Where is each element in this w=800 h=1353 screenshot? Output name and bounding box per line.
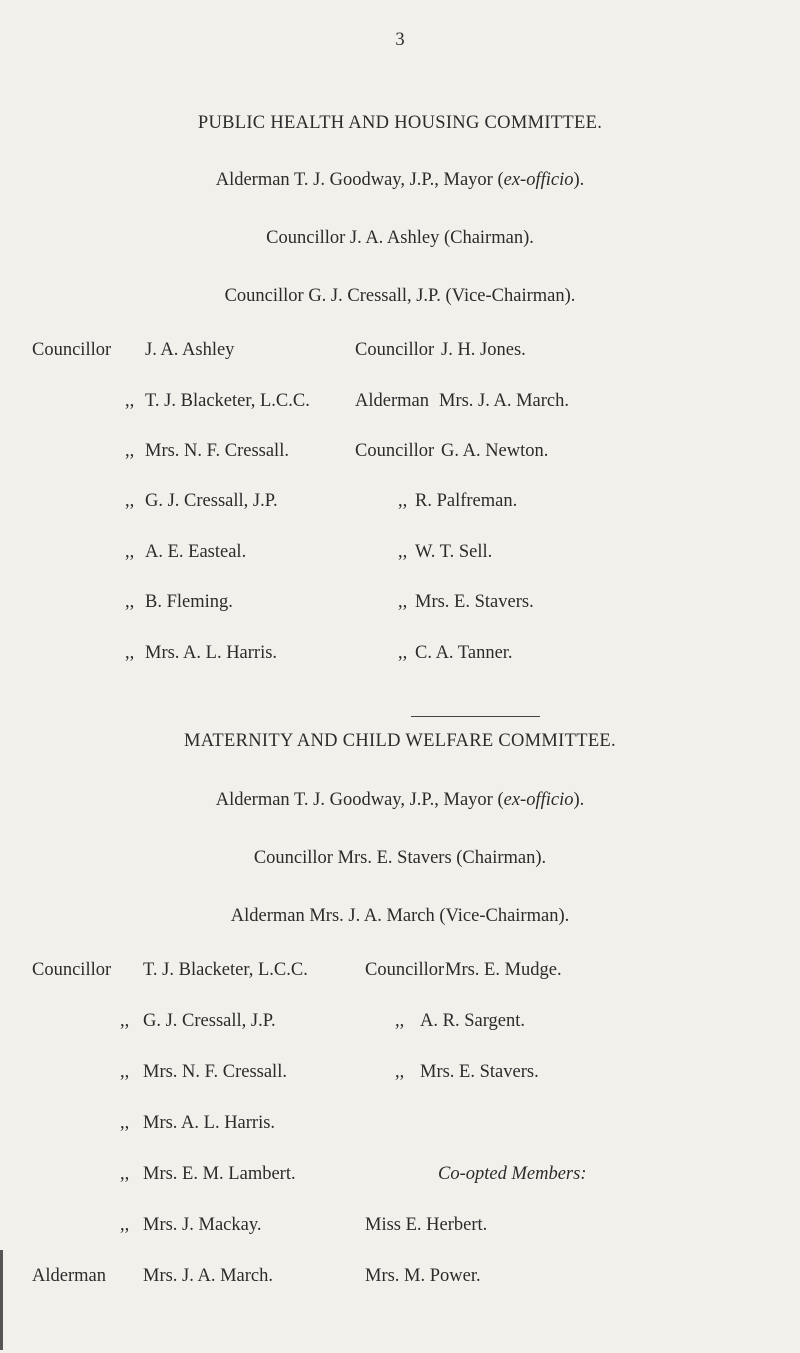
member-name: Mrs. A. L. Harris. — [145, 643, 278, 663]
ditto-mark: ,, — [120, 1113, 130, 1133]
ditto-mark: ,, — [395, 1011, 405, 1031]
section-title: MATERNITY AND CHILD WELFARE COMMITTEE. — [184, 731, 616, 751]
member-name: T. J. Blacketer, L.C.C. — [143, 960, 308, 980]
italic-note: ex-officio — [503, 790, 574, 810]
ditto-mark: ,, — [125, 441, 135, 461]
member-name: C. A. Tanner. — [415, 643, 513, 663]
member-name: B. Fleming. — [145, 592, 233, 612]
member-name: A. E. Easteal. — [145, 542, 247, 562]
officer-line: Councillor G. J. Cressall, J.P. (Vice-Chairman). — [224, 286, 576, 306]
officer-line: Alderman Mrs. J. A. March (Vice-Chairman). — [230, 906, 570, 926]
ditto-mark: ,, — [125, 643, 135, 663]
member-name: G. J. Cressall, J.P. — [145, 491, 278, 511]
ditto-mark: ,, — [120, 1011, 130, 1031]
ditto-mark: ,, — [125, 542, 135, 562]
member-name: Mrs. N. F. Cressall. — [145, 441, 289, 461]
ditto-mark: ,, — [395, 1062, 405, 1082]
member-title: Councillor — [32, 960, 112, 980]
section-title: PUBLIC HEALTH AND HOUSING COMMITTEE. — [197, 113, 603, 133]
ditto-mark: ,, — [125, 491, 135, 511]
ditto-mark: ,, — [398, 592, 408, 612]
italic-note: ex-officio — [503, 170, 574, 190]
officer-line: Alderman T. J. Goodway, J.P., Mayor (ex-officio). — [215, 790, 585, 810]
ditto-mark: ,, — [398, 491, 408, 511]
ditto-mark: ,, — [125, 391, 135, 411]
member-title: Alderman — [32, 1266, 106, 1286]
member-name: G. J. Cressall, J.P. — [143, 1011, 276, 1031]
member-name: Mrs. N. F. Cressall. — [143, 1062, 287, 1082]
member-name: Miss E. Herbert. — [365, 1215, 488, 1235]
member-name: T. J. Blacketer, L.C.C. — [145, 391, 310, 411]
member-name: Mrs. M. Power. — [365, 1266, 481, 1286]
member-name: Mrs. E. Stavers. — [415, 592, 534, 612]
officer-line: Councillor J. A. Ashley (Chairman). — [266, 228, 534, 248]
ditto-mark: ,, — [125, 592, 135, 612]
member-name: W. T. Sell. — [415, 542, 493, 562]
member-title: Councillor — [355, 441, 435, 461]
member-name: A. R. Sargent. — [420, 1011, 526, 1031]
ditto-mark: ,, — [120, 1215, 130, 1235]
member-name: Mrs. J. A. March. — [143, 1266, 274, 1286]
member-name: J. H. Jones. — [441, 340, 526, 360]
member-title: Councillor — [365, 960, 445, 980]
ditto-mark: ,, — [120, 1164, 130, 1184]
page-edge — [0, 1250, 3, 1350]
co-opted-heading: Co-opted Members: — [438, 1164, 587, 1184]
member-title: Councillor — [355, 340, 435, 360]
member-name: Mrs. J. Mackay. — [143, 1215, 262, 1235]
member-title: Councillor — [32, 340, 112, 360]
ditto-mark: ,, — [398, 643, 408, 663]
member-name: G. A. Newton. — [441, 441, 549, 461]
member-name: Mrs. E. M. Lambert. — [143, 1164, 296, 1184]
member-name: J. A. Ashley — [145, 340, 235, 360]
officer-line: Alderman T. J. Goodway, J.P., Mayor (ex-officio). — [215, 170, 585, 190]
member-name: Mrs. E. Stavers. — [420, 1062, 539, 1082]
member-name: R. Palfreman. — [415, 491, 518, 511]
member-name: Mrs. J. A. March. — [439, 391, 570, 411]
page-number: 3 — [395, 30, 405, 50]
member-name: Mrs. E. Mudge. — [445, 960, 562, 980]
ditto-mark: ,, — [398, 542, 408, 562]
member-title: Alderman — [355, 391, 429, 411]
officer-line: Councillor Mrs. E. Stavers (Chairman). — [253, 848, 547, 868]
section-divider — [411, 716, 540, 717]
member-name: Mrs. A. L. Harris. — [143, 1113, 276, 1133]
ditto-mark: ,, — [120, 1062, 130, 1082]
